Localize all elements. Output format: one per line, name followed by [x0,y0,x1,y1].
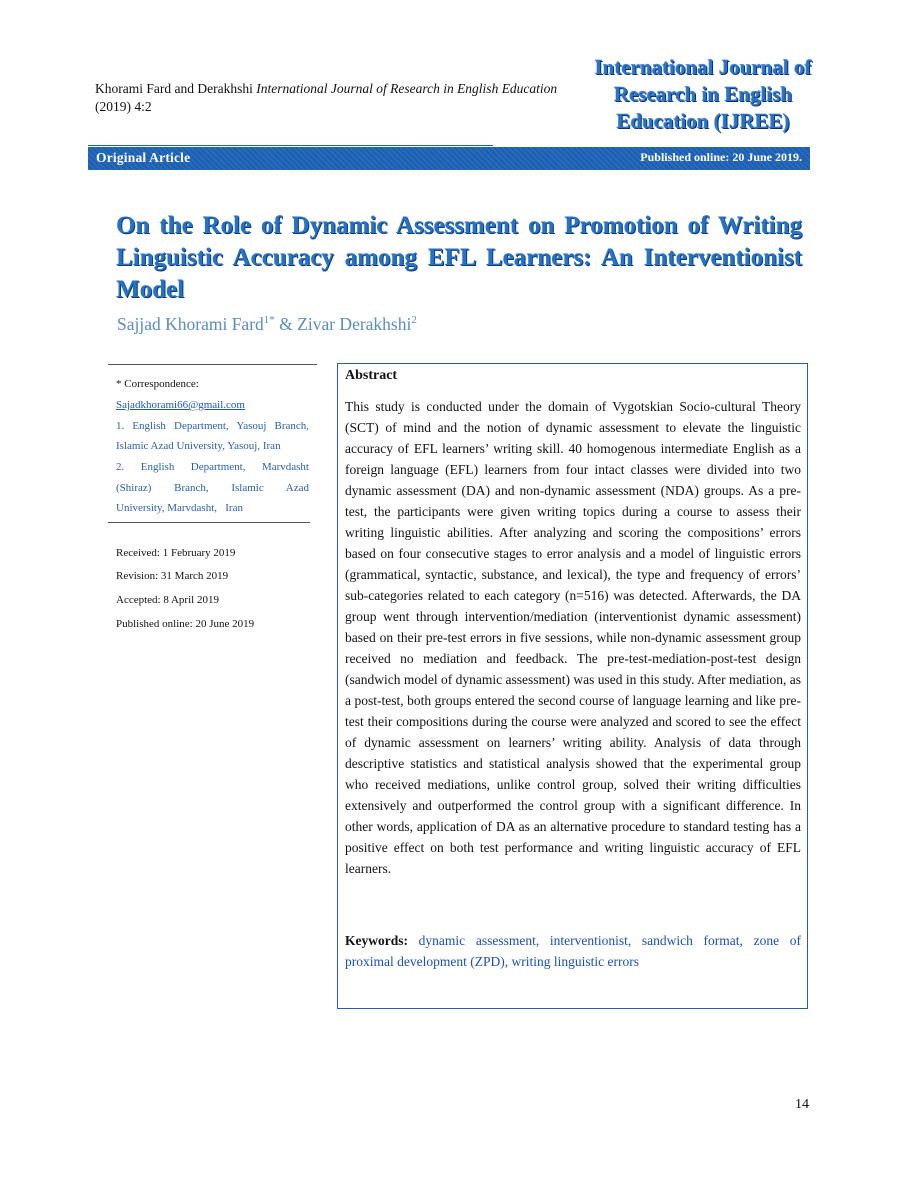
journal-logo-line: Research in English [613,82,793,106]
author-name: Zivar Derakhshi [297,314,412,334]
sidebar-top-rule [108,364,317,365]
correspondence-email-link[interactable]: Sajadkhorami66@gmail.com [116,399,245,411]
revision-date: Revision: 31 March 2019 [116,570,229,582]
affiliation-line: 2. English Department, Marvdasht [116,461,309,473]
abstract-heading: Abstract [345,368,398,383]
banner-top-rule [88,145,493,146]
author-list [117,314,417,335]
author-name: Sajjad Khorami Fard [117,314,264,334]
keywords-list: dynamic assessment, interventionist, sandwich format, zone of proximal development (ZPD), writing linguistic errors [345,933,801,969]
author-affiliation-mark: 1* [263,314,275,327]
affiliation-line: Islamic Azad University, Yasouj, Iran [116,440,281,452]
correspondence-label: * Correspondence: [116,378,199,390]
author-separator: & [274,314,298,334]
running-citation [95,80,565,116]
journal-logo [588,54,818,135]
published-date: Published online: 20 June 2019 [116,618,255,630]
article-title: On the Role of Dynamic Assessment on Promotion of Writing Linguistic Accuracy among EFL Learners: An Interventionist Model [116,212,802,303]
author-affiliation-mark: 2 [411,314,417,327]
journal-logo-line: International Journal of [594,55,812,79]
journal-logo-line: Education (IJREE) [616,109,790,133]
affiliation-line: (Shiraz) Branch, Islamic Azad [116,482,309,494]
sidebar-divider [108,522,310,523]
published-online-label: Published online: 20 June 2019. [640,150,802,164]
accepted-date: Accepted: 8 April 2019 [116,594,219,606]
citation-journal: International Journal of Research in English Education [256,81,558,96]
article-type-label: Original Article [96,150,191,165]
affiliation-line: University, Marvdasht, Iran [116,502,243,514]
received-date: Received: 1 February 2019 [116,547,236,559]
page-number: 14 [795,1097,809,1112]
affiliation-line: 1. English Department, Yasouj Branch, [116,420,309,432]
citation-authors: Khorami Fard and Derakhshi [95,81,253,96]
abstract-text: This study is conducted under the domain of Vygotskian Socio-cultural Theory (SCT) of mind and the notion of dynamic assessment to elevate the linguistic accuracy of EFL learners’ writing skill. 40 homogenous intermediate English as a foreign language (EFL) learners from four intact classes were divided into two dynamic assessment (DA) and non-dynamic assessment (NDA) groups. As a pre-test, the participants were given writing topics during a course to assess their writing linguistic abilities. After analyzing and scoring the compositions’ errors based on four consecutive stages to error analysis and a model of linguistic errors (grammatical, syntactic, substance, and lexical), the type and frequency of errors’ sub-categories related to each category (n=516) was detected. Afterwards, the DA group went through intervention/mediation (interventionist dynamic assessment) based on their pre-test errors in five sessions, while non-dynamic assessment group received no mediation and feedback. The pre-test-mediation-post-test design (sandwich model of dynamic assessment) was used in this study. After mediation, as a post-test, both groups entered the second course of language learning and like pre-test their compositions during the course were analyzed and scored to see the effect of dynamic assessment on learners’ writing ability. Analysis of data through descriptive statistics and statistical analysis showed that the experimental group who received mediations, unlike control group, solved their writing difficulties extensively and outperformed the control group with a significant difference. In other words, application of DA as an alternative procedure to standard testing has a positive effect on both test performance and writing linguistic accuracy of EFL learners. [345,399,801,876]
keywords-paragraph [345,930,801,972]
article-type-banner [88,147,810,170]
citation-issue: (2019) 4:2 [95,99,152,114]
keywords-label: Keywords: [345,933,408,948]
